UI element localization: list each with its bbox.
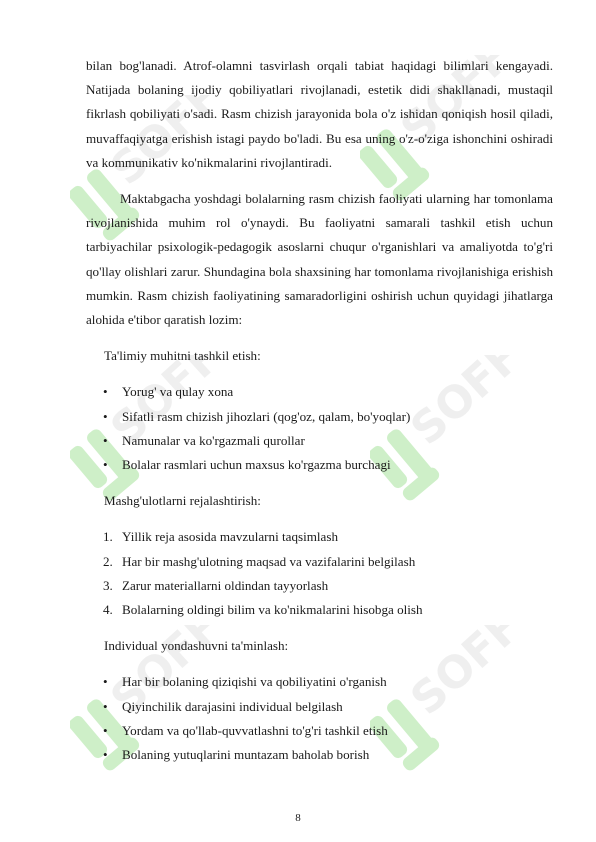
list-item — [86, 550, 553, 574]
list-item: • Sifatli rasm chizish jihozlari (qog'oz, qalam, bo'yoqlar) — [86, 405, 553, 429]
list-item — [86, 574, 553, 598]
list-item-text: Har bir mashg'ulotning maqsad va vazifalarini belgilash — [122, 553, 416, 569]
list-item-text: Yillik reja asosida mavzularni taqsimlash — [122, 529, 338, 545]
list-item-text: Bolalarning oldingi bilim va ko'nikmalarini hisobga olish — [122, 602, 423, 618]
section-heading: Ta'limiy muhitni tashkil etish: — [104, 348, 261, 364]
bullet-list — [86, 380, 553, 477]
list-item — [86, 598, 553, 622]
list-number: 3. — [103, 577, 113, 593]
list-item: • Yordam va qo'llab-quvvatlashni to'g'ri tashkil etish — [86, 719, 553, 743]
body-paragraph: Maktabgacha yoshdagi bolalarning rasm chizish faoliyati ularning har tomonlama rivojlanishida muhim rol o'ynaydi. Bu faoliyatni samarali tashkil etish uchun tarbiyachilar psixologik-pedagogik asoslarni chuqur o'rganishlari va amaliyotda to'g'ri qo'llay olishlari zarur. Shundagina bola shaxsining har tomonlama rivojlanishiga erishish mumkin. Rasm chizish faoliyatining samaradorligini oshirish uchun quyidagi jihatlarga alohida e'tibor qaratish lozim: — [86, 191, 553, 328]
bullet-list — [86, 670, 553, 767]
list-item: • Bolalar rasmlari uchun maxsus ko'rgazma burchagi — [86, 453, 553, 477]
list-number: 1. — [103, 529, 113, 545]
numbered-list — [86, 525, 553, 622]
list-item: • Qiyinchilik darajasini individual belgilash — [86, 695, 553, 719]
list-item: • Har bir bolaning qiziqishi va qobiliyatini o'rganish — [86, 670, 553, 694]
list-number: 2. — [103, 553, 113, 569]
list-item-text: Zarur materiallarni oldindan tayyorlash — [122, 577, 329, 593]
list-number: 4. — [103, 602, 113, 618]
body-paragraph: bilan bog'lanadi. Atrof-olamni tasvirlash orqali tabiat haqidagi bilimlari kengayadi. Natijada bolaning ijodiy qobiliyatlari rivojlanadi, estetik didi shakllanadi, mustaqil fikrlash qobiliyati o'sadi. Rasm chizish jarayonida bola o'z ishidan qoniqish hosil qiladi, muvaffaqiyatga erishish istagi paydo bo'ladi. Bu esa uning o'z-o'ziga ishonchini oshiradi va kommunikativ ko'nikmalarini rivojlantiradi. — [86, 58, 553, 170]
list-item: • Yorug' va qulay xona — [86, 380, 553, 404]
section-heading: Mashg'ulotlarni rejalashtirish: — [104, 493, 261, 509]
page-number: 8 — [295, 812, 301, 824]
list-item — [86, 525, 553, 549]
section-heading: Individual yondashuvni ta'minlash: — [104, 638, 289, 654]
page-body — [86, 54, 553, 767]
list-item: • Namunalar va ko'rgazmali qurollar — [86, 429, 553, 453]
list-item: • Bolaning yutuqlarini muntazam baholab borish — [86, 743, 553, 767]
